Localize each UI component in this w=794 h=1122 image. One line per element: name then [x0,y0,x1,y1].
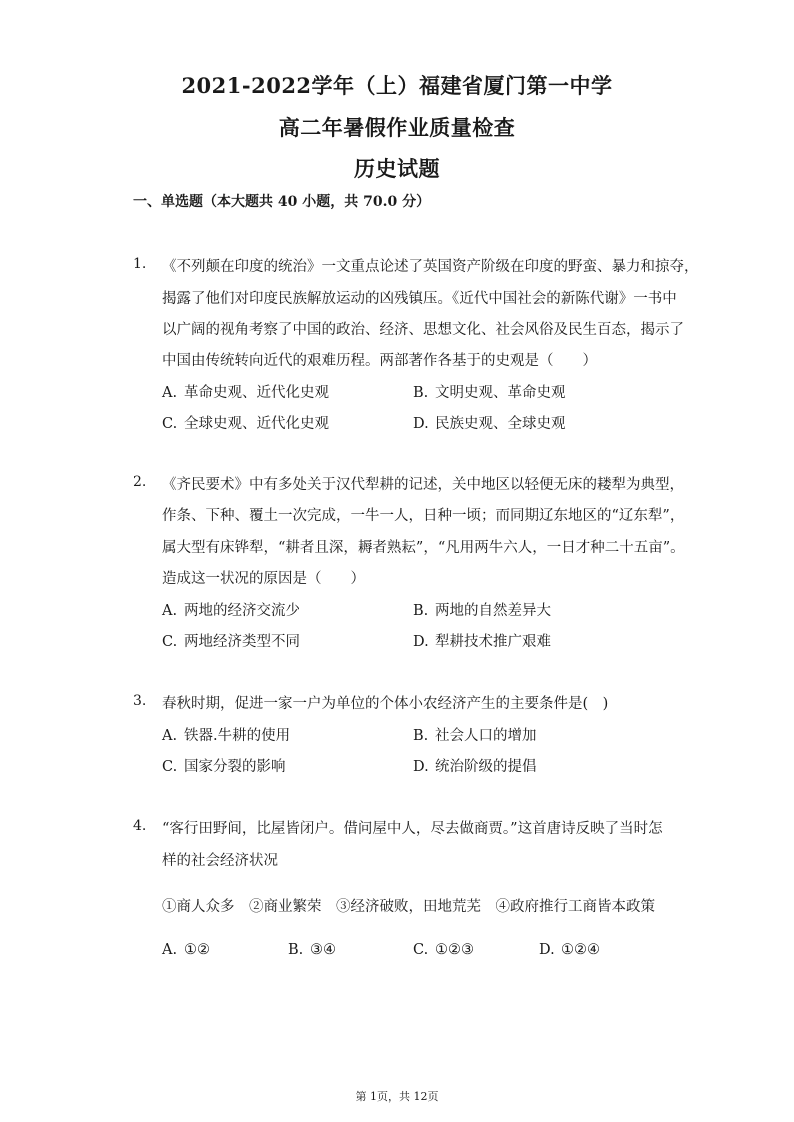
option-text: 两地的经济交流少 [184,603,300,619]
option-label: A. [162,942,178,958]
page-number: 第 1页，共 12页 [355,1090,439,1103]
option-text: 全球史观、近代化史观 [184,416,329,432]
question-text-line: 属大型有床铧犁，“耕者且深，耨者熟耘”，“凡用两牛六人，一日才种二十五亩”。 [162,540,685,556]
option-label: C. [413,942,429,958]
option-text: 统治阶级的提倡 [435,759,537,775]
question-text-line: 中国由传统转向近代的艰难历程。两部著作各基于的史观是（ ） [162,353,597,369]
question-text-line: 春秋时期，促进一家一户为单位的个体小农经济产生的主要条件是( ) [162,696,609,712]
question-text-line: 样的社会经济状况 [162,853,278,869]
option-b[interactable] [413,381,566,402]
subject-title: 历史试题 [354,156,440,181]
option-label: B. [413,385,429,401]
option-label: A. [162,385,178,401]
option-text: 革命史观、近代化史观 [184,385,329,401]
question-number: 1. [133,256,147,272]
option-text: 犁耕技术推广艰难 [435,634,551,650]
option-text: 两地的自然差异大 [435,603,551,619]
option-label: D. [413,416,429,432]
option-label: D. [413,634,429,650]
question-text-line: 造成这一状况的原因是（ ） [162,571,365,587]
option-c[interactable] [413,942,474,958]
option-b[interactable] [413,724,537,745]
option-c[interactable] [162,412,329,433]
option-label: D. [413,759,429,775]
question-number: 3. [133,693,147,709]
option-text: 铁器.牛耕的使用 [184,728,291,744]
option-text: ①②④ [561,942,600,958]
option-a[interactable] [162,599,300,620]
option-text: 文明史观、革命史观 [435,385,566,401]
question-number: 4. [133,818,147,834]
option-b[interactable] [413,599,551,620]
question-statements: ①商人众多 ②商业繁荣 ③经济破败，田地荒芜 ④政府推行工商皆本政策 [162,899,655,915]
option-label: B. [288,942,304,958]
option-label: A. [162,728,178,744]
option-label: B. [413,728,429,744]
question-text-line: “客行田野间，比屋皆闭户。借问屋中人，尽去做商贾。”这首唐诗反映了当时怎 [162,821,663,837]
question-text-line: 《齐民要术》中有多处关于汉代犁耕的记述，关中地区以轻便无床的耧犁为典型， [162,477,684,493]
option-a[interactable] [162,381,329,402]
option-d[interactable] [413,630,551,651]
option-label: C. [162,759,178,775]
option-d[interactable] [413,755,537,776]
option-c[interactable] [162,630,300,651]
option-text: 国家分裂的影响 [184,759,286,775]
section-heading: 一、单选题（本大题共 40 小题，共 70.0 分） [133,194,431,210]
option-label: C. [162,416,178,432]
option-text: 两地经济类型不同 [184,634,300,650]
option-text: 民族史观、全球史观 [435,416,566,432]
option-label: C. [162,634,178,650]
option-label: D. [539,942,555,958]
option-c[interactable] [162,755,286,776]
question-text-line: 以广阔的视角考察了中国的政治、经济、思想文化、社会风俗及民生百态，揭示了 [162,322,684,338]
option-a[interactable] [162,724,290,745]
question-number: 2. [133,474,147,490]
exam-title: 2021-2022学年（上）福建省厦门第一中学 [181,73,613,98]
question-text-line: 揭露了他们对印度民族解放运动的凶残镇压。《近代中国社会的新陈代谢》一书中 [162,291,677,307]
option-b[interactable] [288,942,336,958]
option-text: ①②③ [435,942,474,958]
question-text-line: 《不列颠在印度的统治》一文重点论述了英国资产阶级在印度的野蛮、暴力和掠夺， [162,259,699,275]
option-text: ③④ [310,942,336,958]
option-text: ①② [184,942,210,958]
question-text-line: 作条、下种、覆土一次完成，一牛一人，日种一顷；而同期辽东地区的“辽东犁”， [162,508,685,524]
option-label: A. [162,603,178,619]
option-text: 社会人口的增加 [435,728,537,744]
option-a[interactable] [162,942,210,958]
option-label: B. [413,603,429,619]
option-d[interactable] [539,942,600,958]
exam-subtitle: 高二年暑假作业质量检查 [278,115,516,140]
option-d[interactable] [413,412,566,433]
